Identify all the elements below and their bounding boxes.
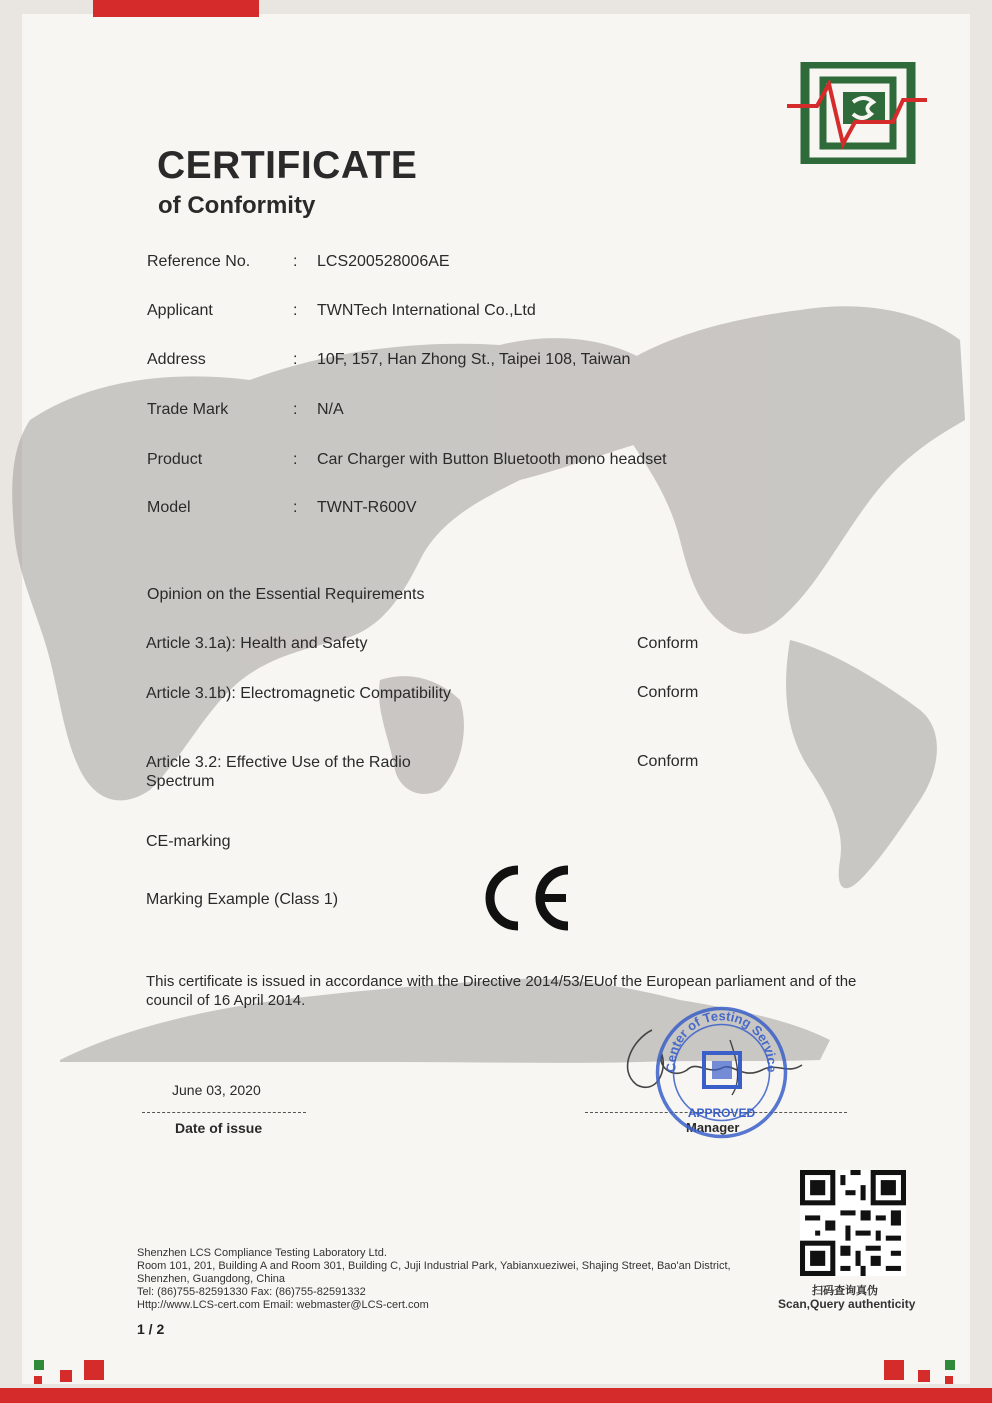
lcs-logo — [787, 62, 927, 164]
directive-statement: This certificate is issued in accordance with the Directive 2014/53/EUof the European parliament and of the council of 16 April 2014. — [146, 973, 857, 1009]
marking-example-label: Marking Example (Class 1) — [146, 891, 339, 908]
date-line — [142, 1112, 306, 1113]
date-of-issue-label: Date of issue — [175, 1120, 263, 1136]
lab-address-footer — [137, 1247, 731, 1312]
bottom-red-bar — [0, 1388, 992, 1403]
issue-date: June 03, 2020 — [172, 1082, 261, 1098]
approved-stamp — [654, 1005, 789, 1140]
corner-square-decoration — [918, 1370, 930, 1382]
manager-label: Manager — [686, 1120, 740, 1135]
article-result: Conform — [637, 684, 699, 701]
field-separator: : — [293, 351, 298, 368]
field-label: Address — [147, 351, 206, 368]
field-label: Product — [147, 451, 203, 468]
ce-marking-heading: CE-marking — [146, 833, 231, 850]
footer-line: Tel: (86)755-82591330 Fax: (86)755-82591332 — [137, 1286, 366, 1298]
corner-square-decoration — [60, 1370, 72, 1382]
footer-line: Room 101, 201, Building A and Room 301, Building C, Juji Industrial Park, Yabianxueziwei, Shajing Street, Bao'an District, — [137, 1260, 731, 1272]
field-value: 10F, 157, Han Zhong St., Taipei 108, Taiwan — [317, 351, 631, 368]
field-value: TWNTech International Co.,Ltd — [317, 302, 536, 319]
article-name: Article 3.1a): Health and Safety — [146, 635, 368, 652]
article-name: Article 3.1b): Electromagnetic Compatibility — [146, 685, 452, 702]
field-label: Applicant — [147, 302, 213, 319]
footer-line: Http://www.LCS-cert.com Email: webmaster@LCS-cert.com — [137, 1299, 429, 1311]
field-separator: : — [293, 401, 298, 418]
article-result: Conform — [637, 635, 699, 652]
field-value: TWNT-R600V — [317, 499, 417, 516]
stamp-ring-text: Center of Testing Service — [663, 1008, 780, 1073]
stamp-approved-text: APPROVED — [687, 1106, 756, 1120]
certificate-title: CERTIFICATE — [157, 144, 418, 187]
field-separator: : — [293, 302, 298, 319]
corner-square-decoration — [34, 1376, 42, 1384]
field-value: N/A — [317, 401, 344, 418]
article-result: Conform — [637, 753, 699, 770]
corner-square-decoration — [945, 1376, 953, 1384]
footer-line: Shenzhen LCS Compliance Testing Laboratory Ltd. — [137, 1247, 387, 1259]
field-label: Reference No. — [147, 253, 251, 270]
qr-code[interactable] — [800, 1170, 906, 1276]
article-name: Article 3.2: Effective Use of the Radio Spectrum — [146, 754, 411, 790]
field-value: LCS200528006AE — [317, 253, 450, 270]
field-separator: : — [293, 451, 298, 468]
field-label: Model — [147, 499, 191, 516]
corner-square-decoration — [84, 1360, 104, 1380]
scan-label-english: Scan,Query authenticity — [778, 1297, 916, 1311]
corner-square-decoration — [34, 1360, 44, 1370]
field-separator: : — [293, 499, 298, 516]
field-value: Car Charger with Button Bluetooth mono headset — [317, 451, 667, 468]
field-label: Trade Mark — [147, 401, 229, 418]
field-separator: : — [293, 253, 298, 270]
opinion-heading: Opinion on the Essential Requirements — [147, 586, 425, 603]
page-number: 1 / 2 — [137, 1321, 165, 1337]
corner-square-decoration — [884, 1360, 904, 1380]
certificate-subtitle: of Conformity — [158, 192, 316, 219]
scan-label-chinese: 扫码查询真伪 — [812, 1285, 878, 1297]
corner-square-decoration — [945, 1360, 955, 1370]
ce-mark-logo — [478, 862, 574, 934]
footer-line: Shenzhen, Guangdong, China — [137, 1273, 286, 1285]
